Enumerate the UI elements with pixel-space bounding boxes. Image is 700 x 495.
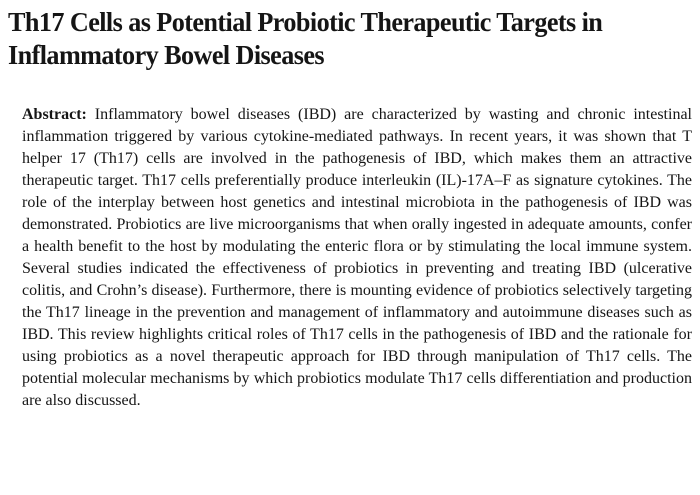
abstract-paragraph — [22, 104, 692, 412]
article-title: Th17 Cells as Potential Probiotic Therapeutic Targets in Inflammatory Bowel Diseases — [8, 7, 603, 70]
abstract-text: Inflammatory bowel diseases (IBD) are characterized by wasting and chronic intestinal inflammation triggered by various cytokine-mediated pathways. In recent years, it was shown that T helper 17 (Th17) cells are involved in the pathogenesis of IBD, which makes them an attractive therapeutic target. Th17 cells preferentially produce interleukin (IL)-17A–F as signature cytokines. The role of the interplay between host genetics and intestinal microbiota in the pathogenesis of IBD was demonstrated. Probiotics are live microorganisms that when orally ingested in adequate amounts, confer a health benefit to the host by modulating the enteric flora or by stimulating the local immune system. Several studies indicated the effectiveness of probiotics in preventing and treating IBD (ulcerative colitis, and Crohn’s disease). Furthermore, there is mounting evidence of probiotics selectively targeting the Th17 lineage in the prevention and management of inflammatory and autoimmune diseases such as IBD. This review highlights critical roles of Th17 cells in the pathogenesis of IBD and the rationale for using probiotics as a novel therapeutic approach for IBD through manipulation of Th17 cells. The potential molecular mechanisms by which probiotics modulate Th17 cells differentiation and production are also discussed. — [22, 106, 692, 409]
abstract-label: Abstract: — [22, 106, 87, 123]
